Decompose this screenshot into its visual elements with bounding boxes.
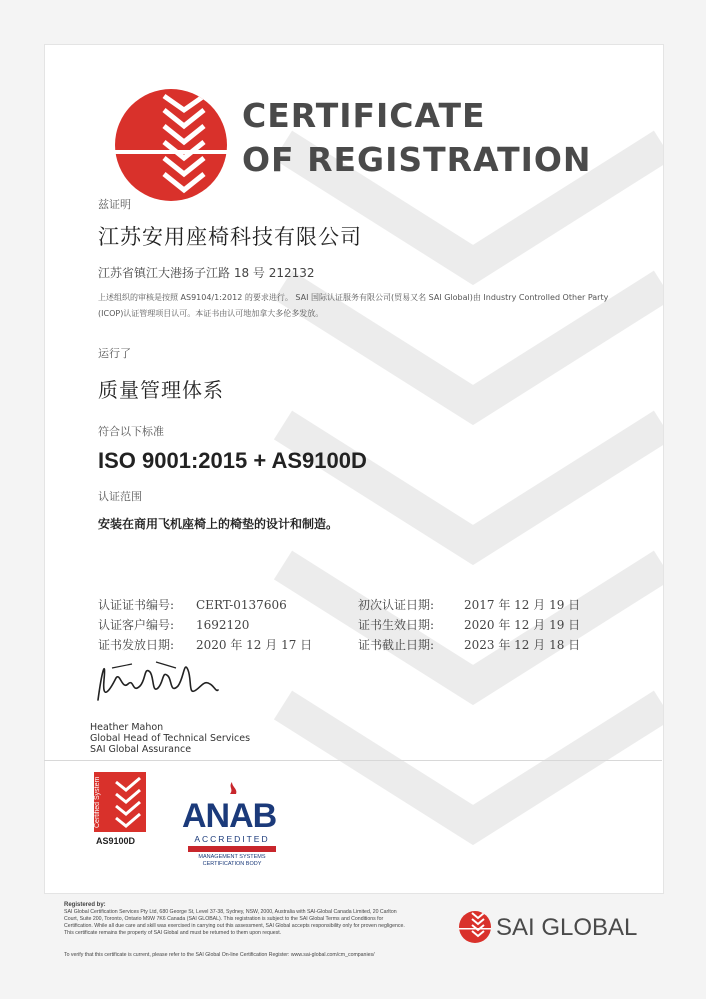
operates-label: 运行了 (98, 347, 131, 360)
standard: ISO 9001:2015 + AS9100D (98, 448, 367, 473)
sai-globe-logo-icon (112, 86, 230, 204)
scope-label: 认证范围 (98, 490, 142, 503)
checkmark-stack-icon (112, 776, 144, 828)
certified-system-label: Certified System (94, 776, 101, 828)
company-address: 江苏省镇江大港扬子江路 18 号 212132 (98, 266, 315, 280)
anab-sub-2: CERTIFICATION BODY (202, 861, 262, 867)
initial-date-label: 初次认证日期: (358, 598, 435, 612)
reg-line-1: SAI Global Certification Services Pty Ltd, 680 George St, Level 37-38, Sydney, NSW, 2000, Australia with SAI-Global Canada Limited, 20 Carlton (64, 909, 397, 915)
client-no-label: 认证客户编号: (98, 618, 175, 632)
verify-note: To verify that this certificate is current, please refer to the SAI Global On-line Certification Register: www.sai-global.com/cm_companies/ (64, 952, 375, 958)
details-row (98, 615, 580, 635)
certified-system-badge (94, 772, 146, 832)
anab-accredited: ACCREDITED (194, 834, 270, 844)
chevron-watermark (263, 105, 664, 865)
issue-date-label: 证书发放日期: (98, 638, 175, 652)
reg-line-4: This certificate remains the property of SAI Global and must be returned to them upon request. (64, 930, 282, 936)
divider (44, 760, 662, 761)
company-name: 江苏安用座椅科技有限公司 (98, 225, 362, 249)
as9100d-label: AS9100D (96, 836, 136, 846)
signatory-org: SAI Global Assurance (90, 744, 192, 755)
title-line-1: CERTIFICATE (242, 96, 486, 135)
registered-by-label: Registered by: (64, 902, 106, 908)
sai-global-logo-icon (458, 910, 492, 944)
reg-line-3: Certification. While all due care and skill was exercised in carrying out this assessment, SAI Global accepts responsibility only for proven negligence. (64, 923, 405, 929)
sai-global-wordmark: SAI GLOBAL (496, 914, 638, 941)
intro-label: 兹证明 (98, 198, 131, 211)
signatory-title: Global Head of Technical Services (90, 733, 251, 744)
signatory-block (90, 722, 250, 755)
issue-date: 2020 年 12 月 17 日 (196, 638, 313, 652)
effective-date-label: 证书生效日期: (358, 618, 435, 632)
anab-red-bar (188, 846, 276, 852)
cert-no-label: 认证证书编号: (98, 598, 175, 612)
certificate-title (242, 94, 592, 182)
anab-logo (182, 780, 282, 868)
title-line-2: OF REGISTRATION (242, 140, 592, 179)
certification-basis (98, 290, 658, 322)
anab-wordmark: ANAB (182, 797, 277, 835)
reg-line-2: Court, Suite 200, Toronto, Ontario M9W 7K6 Canada (SAI GLOBAL). This registration is subject to the SAI Global Terms and Conditions for (64, 916, 384, 922)
scope: 安装在商用飞机座椅上的椅垫的设计和制造。 (98, 517, 339, 531)
signatory-name: Heather Mahon (90, 722, 164, 733)
expiry-date-label: 证书截止日期: (358, 638, 435, 652)
expiry-date: 2023 年 12 月 18 日 (464, 638, 581, 652)
certificate-details (98, 595, 580, 655)
basis-line-1: 上述组织的审核是按照 AS9104/1:2012 的要求进行。 SAI 国际认证服务有限公司(贸易又名 SAI Global)由 Industry Controlled Other Party (98, 293, 609, 302)
signature (92, 650, 222, 710)
anab-sub-1: MANAGEMENT SYSTEMS (198, 854, 266, 860)
cert-no: CERT-0137606 (196, 598, 287, 612)
effective-date: 2020 年 12 月 19 日 (464, 618, 581, 632)
registration-footer (64, 902, 434, 937)
initial-date: 2017 年 12 月 19 日 (464, 598, 581, 612)
details-row (98, 595, 580, 615)
basis-line-2: (ICOP)认证管理项目认可。本证书由认可地加拿大多伦多发放。 (98, 309, 324, 318)
standard-label: 符合以下标准 (98, 425, 164, 438)
management-system: 质量管理体系 (98, 378, 224, 402)
client-no: 1692120 (196, 618, 250, 632)
flame-icon (182, 781, 282, 795)
